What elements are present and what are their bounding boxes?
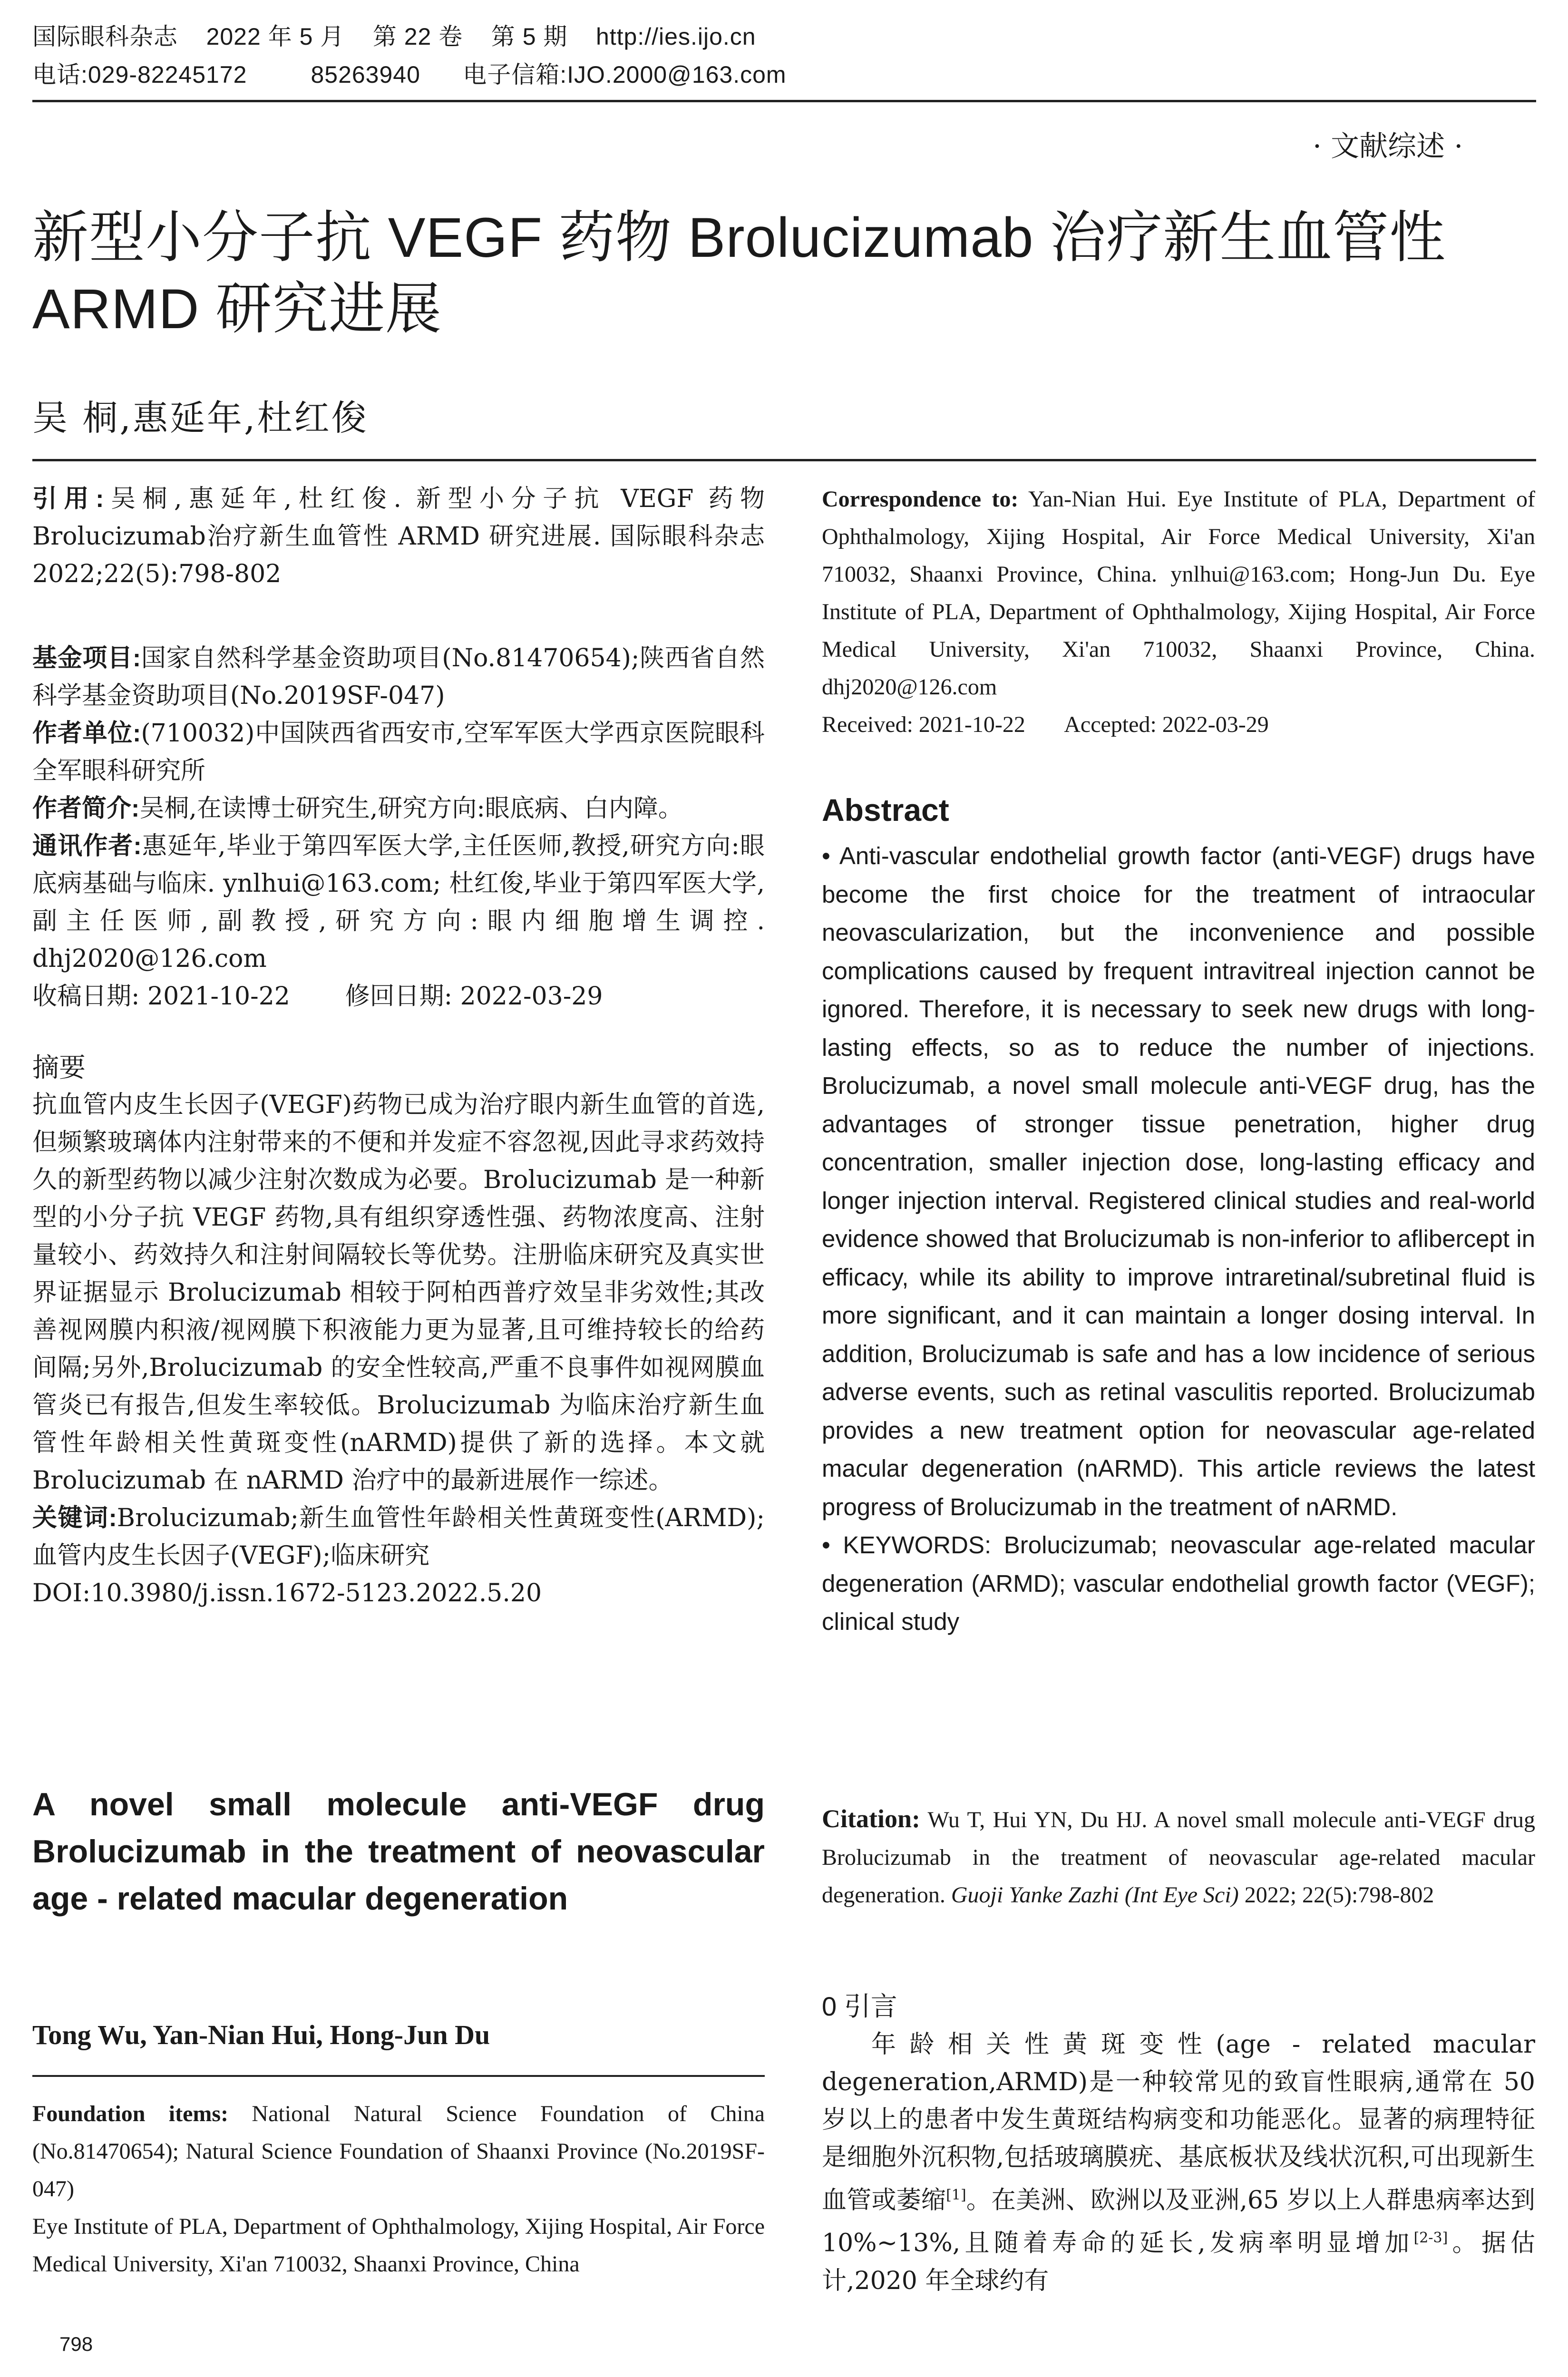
abstract-en-text: • Anti-vascular endothelial growth factor (anti-VEGF) drugs have become the first choice for the treatment of intraocular neovascularization, but the inconvenience and possible complications caused by frequent intravitreal injection cannot be ignored. Therefore, it is necessary to seek new drugs with long-lasting effects, so as to reduce the number of injections. Brolucizumab, a novel small molecule anti-VEGF drug, has the advantages of stronger tissue penetration, higher drug concentration, smaller injection dose, long-lasting efficacy and longer injection interval. Registered clinical studies and real-world evidence showed that Brolucizumab is non-inferior to aflibercept in efficacy, while its ability to improve intraretinal/subretinal fluid is more significant, and it can maintain a longer dosing interval. In addition, Brolucizumab is safe and has a low incidence of serious adverse events, such as retinal vasculitis reported. Brolucizumab provides a new treatment option for neovascular age-related macular degeneration (nARMD). This article reviews the latest progress of Brolucizumab in the treatment of nARMD.: [822, 842, 1535, 1520]
abstract-cn-heading: 摘要: [32, 1052, 86, 1082]
citation-en-journal: Guoji Yanke Zazhi (Int Eye Sci): [951, 1882, 1239, 1908]
abstract-en-heading: Abstract: [822, 792, 949, 828]
affiliation-label: 作者单位:: [32, 720, 141, 747]
english-affiliation: Eye Institute of PLA, Department of Ophthalmology, Xijing Hospital, Air Force Medical University, Xi'an 710032, Shaanxi Province, China: [32, 2214, 765, 2277]
citation-en-text: Wu T, Hui YN, Du HJ. A novel small molecule anti-VEGF drug Brolucizumab in the treatment of neovascular age-related macular degeneration.: [822, 1807, 1535, 1908]
keywords-cn: [32, 1500, 765, 1575]
correspondence-en: [822, 480, 1535, 706]
received-dates: Received: 2021-10-22 Accepted: 2022-03-29: [822, 712, 1269, 737]
english-authors: Tong Wu, Yan-Nian Hui, Hong-Jun Du: [32, 2019, 490, 2050]
intro-text-1: 年龄相关性黄斑变性(age - related macular degeneration,ARMD)是一种较常见的致盲性眼病,通常在 50 岁以上的患者中发生黄斑结构病变和功能恶化。显著的病理特征是细胞外沉积物,包括玻璃膜疣、基底板状及线状沉积,可出现新生血管或萎缩: [822, 2030, 1535, 2215]
affiliation-text: (710032)中国陕西省西安市,空军军医大学西京医院眼科 全军眼科研究所: [32, 719, 765, 785]
english-authors-rule: [32, 2075, 765, 2077]
citation-en-block: [822, 1800, 1535, 1914]
english-foundation-text: National Natural Science Foundation of China (No.81470654); Natural Science Foundation of Shaanxi Province (No.2019SF-047): [32, 2101, 765, 2202]
intro-text-2: 。在美洲、欧洲以及亚洲,65 岁以上人群患病率达到 10%~13%,且随着寿命的延长,发病率明显增加: [822, 2186, 1535, 2258]
citation-en-label: Citation:: [822, 1804, 920, 1833]
english-title: A novel small molecule anti-VEGF drug Brolucizumab in the treatment of neovascular age - related macular degeneration: [32, 1786, 765, 1917]
intro-text-3: 。据估计,2020 年全球约有: [822, 2229, 1535, 2295]
keywords-text: Brolucizumab;新生血管性年龄相关性黄斑变性(ARMD);血管内皮生长因子(VEGF);临床研究: [32, 1504, 765, 1570]
correspondence-text: Yan-Nian Hui. Eye Institute of PLA, Department of Ophthalmology, Xijing Hospital, Air Force Medical University, Xi'an 710032, Shaanxi Province, China. ynlhui@163.com; Hong-Jun Du. Eye Institute of PLA, Department of Ophthalmology, Xijing Hospital, Air Force Medical University, Xi'an 710032, Shaanxi Province, China. dhj2020@126.com: [822, 487, 1536, 700]
correspondence-block: [822, 480, 1535, 743]
authors-cn: 吴 桐,惠延年,杜红俊: [32, 398, 369, 438]
section-tag: · 文献综述 ·: [1313, 130, 1463, 163]
bio-label: 作者简介:: [32, 795, 140, 822]
keywords-en: • KEYWORDS: Brolucizumab; neovascular age-related macular degeneration (ARMD); vascular endothelial growth factor (VEGF); clinical study: [822, 1531, 1535, 1635]
foundation-text: 国家自然科学基金资助项目(No.81470654);陕西省自然科学基金资助项目(No.2019SF-047): [32, 644, 765, 710]
correspondence-label: Correspondence to:: [822, 487, 1019, 512]
affiliation-cn: [32, 715, 765, 790]
header-rule: [32, 100, 1536, 102]
intro-ref-1[interactable]: [1]: [946, 2187, 966, 2203]
citation-cn: [32, 480, 765, 593]
authors-rule: [32, 459, 1536, 461]
doi: DOI:10.3980/j.issn.1672-5123.2022.5.20: [32, 1579, 542, 1607]
foundation-cn: [32, 640, 765, 715]
corresponding-label: 通讯作者:: [32, 832, 142, 860]
page-title-line2: ARMD 研究进展: [32, 278, 442, 341]
english-foundation-block: [32, 2095, 765, 2283]
bio-text: 吴桐,在读博士研究生,研究方向:眼底病、白内障。: [139, 794, 683, 823]
intro-heading: 0 引言: [822, 1991, 897, 2021]
citation-text: 吴桐,惠延年,杜红俊. 新型小分子抗 VEGF 药物 Brolucizumab治疗新生血管性 ARMD 研究进展. 国际眼科杂志 2022;22(5):798-802: [32, 485, 765, 588]
abstract-cn-text: 抗血管内皮生长因子(VEGF)药物已成为治疗眼内新生血管的首选,但频繁玻璃体内注射带来的不便和并发症不容忽视,因此寻求药效持久的新型药物以减少注射次数成为必要。Brolucizumab 是一种新型的小分子抗 VEGF 药物,具有组织穿透性强、药物浓度高、注射量较小、药效持久和注射间隔较长等优势。注册临床研究及真实世界证据显示 Brolucizumab 相较于阿柏西普疗效呈非劣效性;其改善视网膜内积液/视网膜下积液能力更为显著,且可维持较长的给药间隔;另外,Brolucizumab 的安全性较高,严重不良事件如视网膜血管炎已有报告,但发生率较低。Brolucizumab 为临床治疗新生血管性年龄相关性黄斑变性(nARMD)提供了新的选择。本文就 Brolucizumab 在 nARMD 治疗中的最新进展作一综述。: [32, 1091, 765, 1495]
foundation-label: 基金项目:: [32, 644, 141, 672]
corresponding-text: 惠延年,毕业于第四军医大学,主任医师,教授,研究方向:眼底病基础与临床. ynlhui@163.com; 杜红俊,毕业于第四军医大学,副主任医师,副教授,研究方向:眼内细胞增生调控. dhj2020@126.com: [32, 832, 765, 973]
dates-cn: 收稿日期: 2021-10-22 修回日期: 2022-03-29: [32, 982, 603, 1011]
journal-header-line1: 国际眼科杂志 2022 年 5 月 第 22 卷 第 5 期 http://ies.ijo.cn: [32, 23, 756, 50]
citation-en-tail: 2022; 22(5):798-802: [1244, 1882, 1434, 1908]
journal-header-line2: 电话:029-82245172 85263940 电子信箱:IJO.2000@163.com: [32, 61, 787, 88]
intro-paragraph: [822, 2026, 1535, 2300]
page-number: 798: [59, 2333, 93, 2355]
corresponding-cn: [32, 828, 765, 978]
citation-label: 引用:: [32, 485, 104, 513]
intro-ref-2[interactable]: [2-3]: [1413, 2230, 1448, 2247]
abstract-en-body: [822, 837, 1535, 1641]
page-title-line1: 新型小分子抗 VEGF 药物 Brolucizumab 治疗新生血管性: [32, 206, 1446, 269]
left-column: [32, 480, 765, 1612]
keywords-label: 关键词:: [32, 1504, 117, 1532]
bio-cn: [32, 790, 765, 828]
english-foundation: [32, 2095, 765, 2208]
english-foundation-label: Foundation items:: [32, 2101, 229, 2126]
